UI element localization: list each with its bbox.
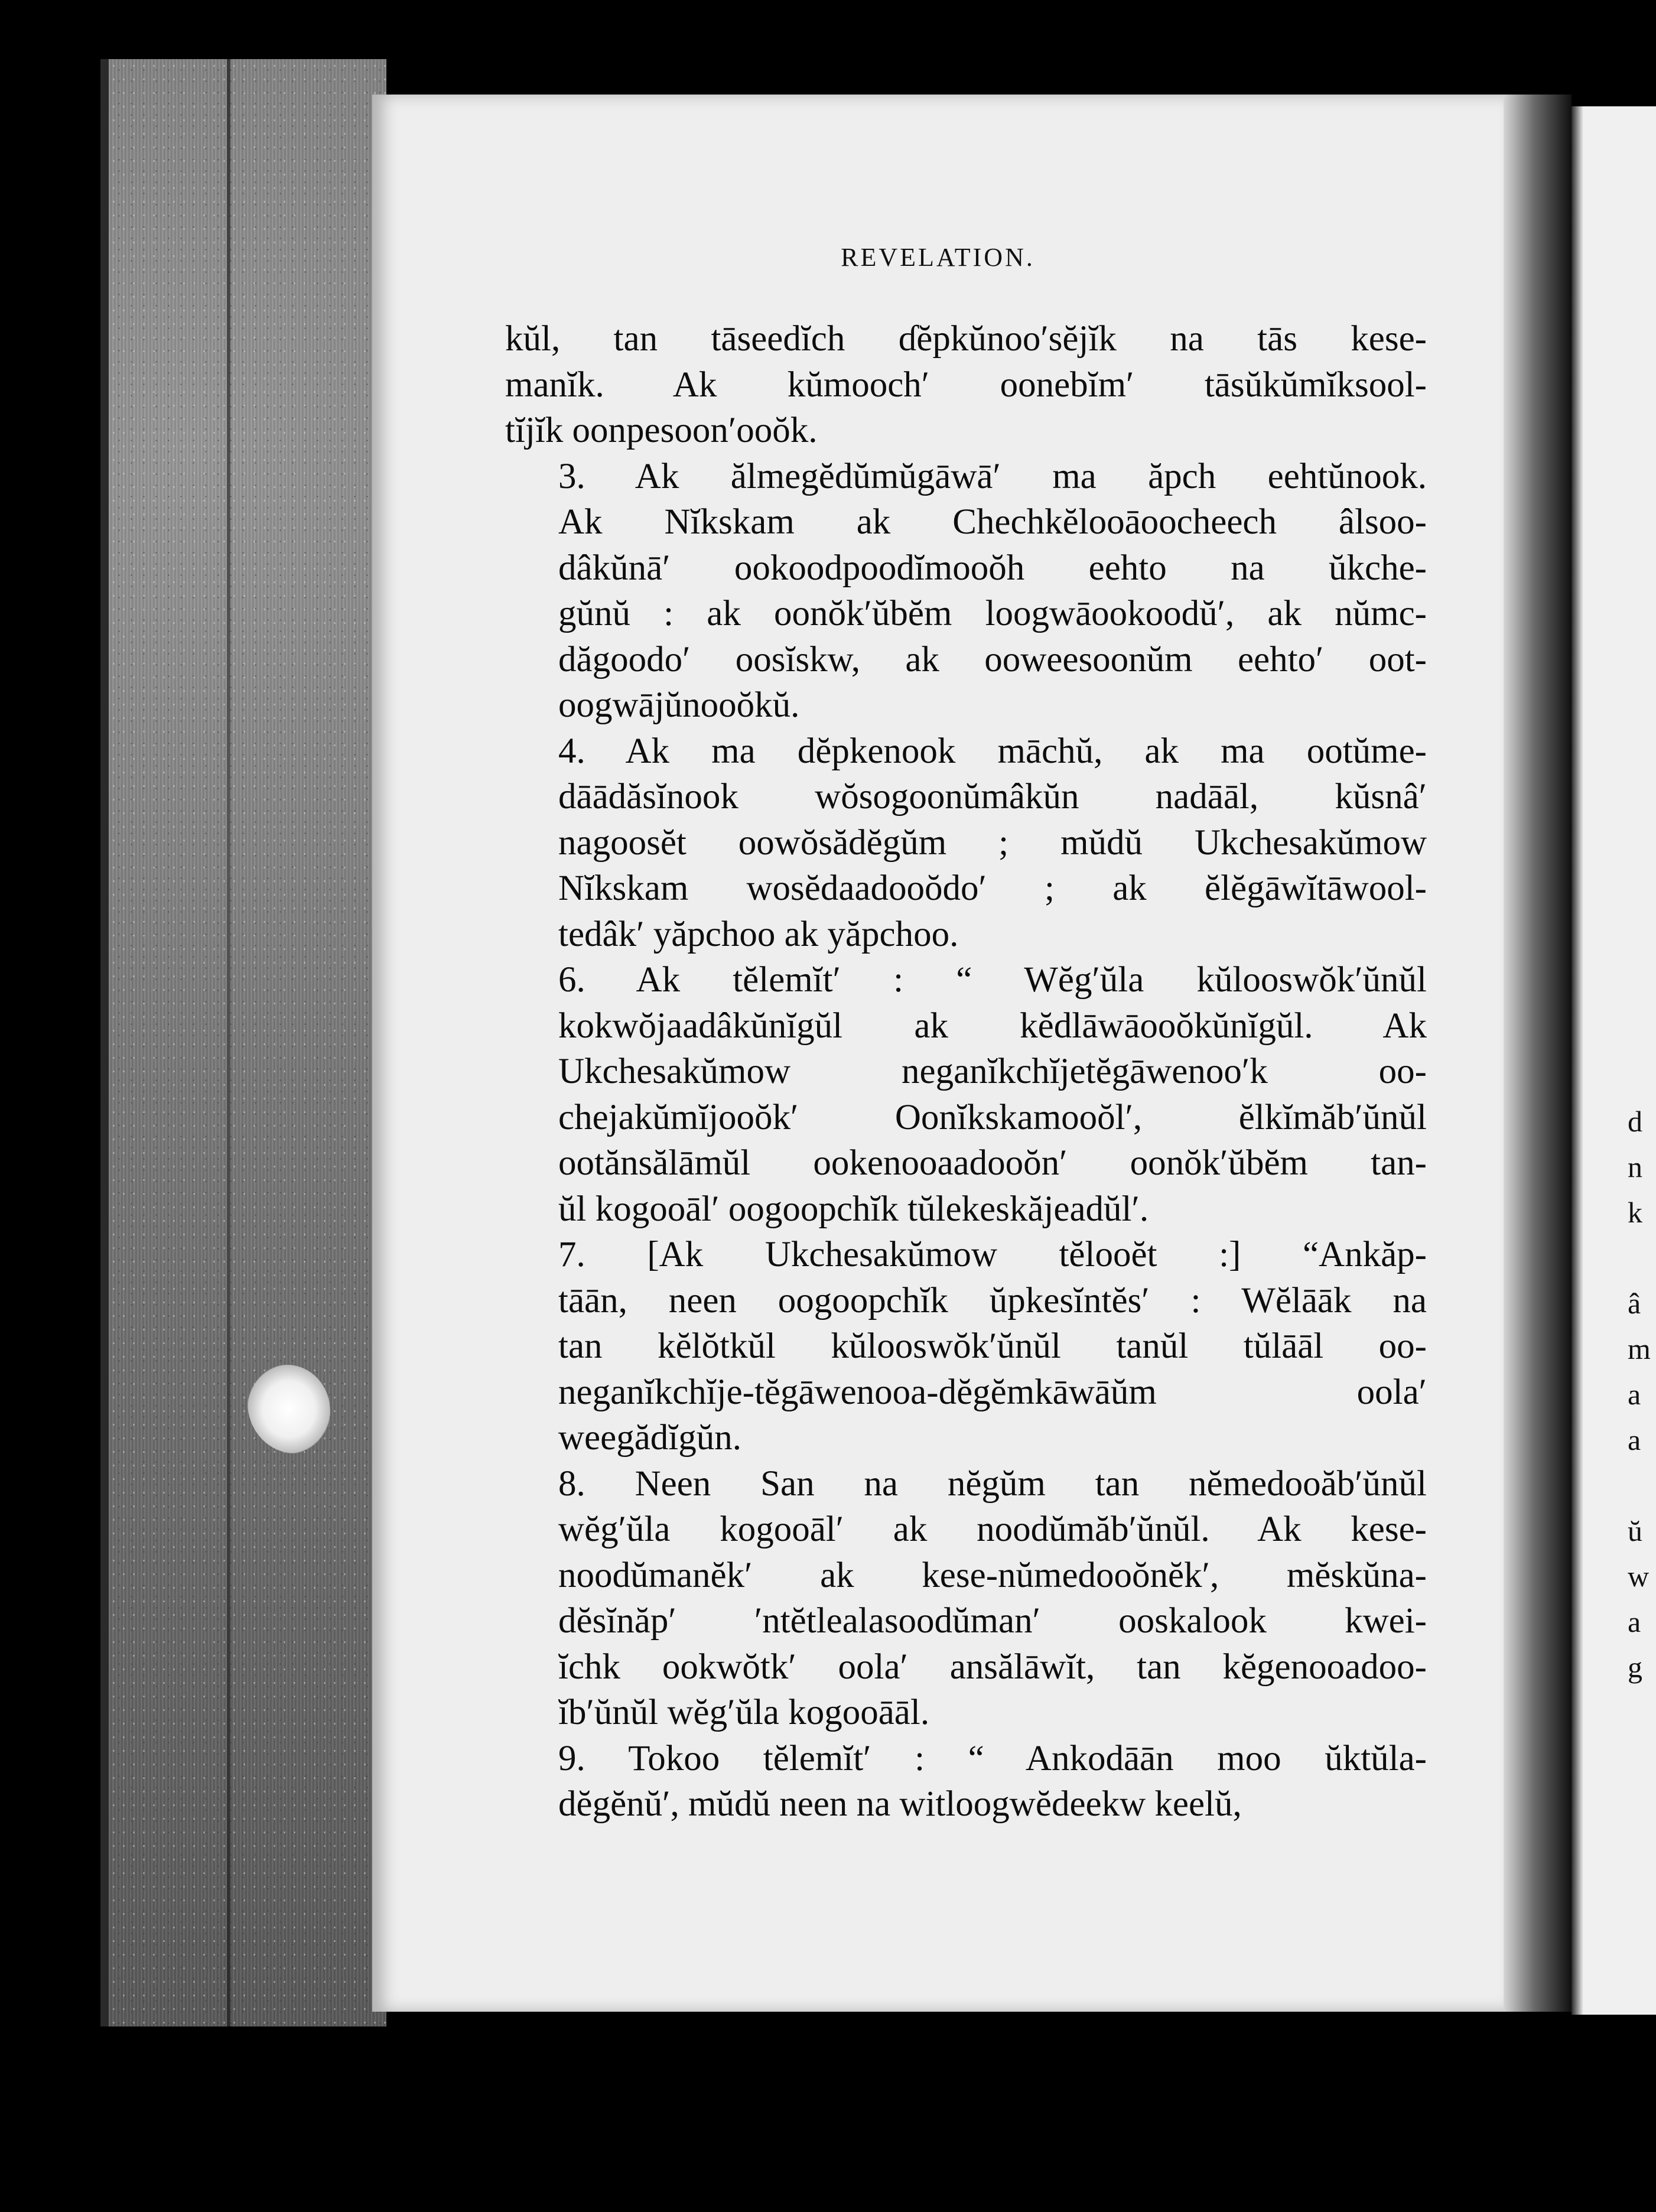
text-line: 6. Ak tĕlemĭt′ : “ Wĕg′ŭla kŭlooswŏk′ŭnŭl: [558, 960, 1427, 1000]
text-line: tedâk′ yăpchoo ak yăpchoo.: [558, 914, 959, 954]
text-line: 3. Ak ălmegĕdŭmŭgāwā′ ma ăpch eehtŭnook.: [558, 456, 1427, 496]
right-page-fragment: a: [1628, 1605, 1641, 1638]
right-page: [1572, 106, 1656, 2015]
right-page-fragment: w: [1628, 1560, 1650, 1593]
text-line: ootănsălāmŭl ookenooaadooŏn′ oonŏk′ŭbĕm tan-: [558, 1143, 1427, 1183]
text-line: noodŭmanĕk′ ak kese-nŭmedooŏnĕk′, mĕskŭna-: [558, 1555, 1427, 1595]
right-page-fragment: a: [1628, 1423, 1641, 1456]
right-page-fragment: d: [1628, 1105, 1642, 1138]
text-line: neganĭkchĭje-tĕgāwenooa-dĕgĕmkāwāŭm oola′: [558, 1372, 1427, 1412]
text-line: chejakŭmĭjooŏk′ Oonĭkskamooŏl′, ĕlkĭmăb′ŭnŭl: [558, 1097, 1427, 1137]
text-line: dāādăsĭnook wŏsogoonŭmâkŭn nadāāl, kŭsnâ′: [558, 777, 1427, 817]
text-line: manĭk. Ak kŭmooch′ oonebĭm′ tāsŭkŭmĭksool-: [505, 365, 1427, 405]
text-line: gŭnŭ : ak oonŏk′ŭbĕm loogwāookoodŭ′, ak nŭmc-: [558, 594, 1427, 633]
right-page-fragments: [1628, 1099, 1656, 1690]
verse-paragraph: [505, 1461, 1427, 1736]
text-line: 4. Ak ma dĕpkenook māchŭ, ak ma ootŭme-: [558, 731, 1427, 771]
verse-paragraph: [505, 1736, 1427, 1827]
right-page-fragment: [1628, 1235, 1656, 1281]
text-line: tĭjĭk oonpesoon′ooŏk.: [505, 411, 818, 450]
text-line: dâkŭnā′ ookoodpoodĭmooŏh eehto na ŭkche-: [558, 548, 1427, 588]
right-page-fragment: n: [1628, 1150, 1642, 1183]
verse-paragraph: [505, 1232, 1427, 1461]
text-line: ŭl kogooāl′ oogoopchĭk tŭlekeskăjeadŭl′.: [558, 1189, 1149, 1229]
text-line: Ak Nĭkskam ak Chechkĕlooāoocheech âlsoo-: [558, 502, 1427, 542]
text-line: Nĭkskam wosĕdaadooŏdo′ ; ak ĕlĕgāwĭtāwool-: [558, 868, 1427, 908]
right-page-fragment: â: [1628, 1287, 1641, 1320]
text-line: nagoosĕt oowŏsădĕgŭm ; mŭdŭ Ukchesakŭmow: [558, 822, 1427, 863]
running-head: REVELATION.: [841, 243, 1035, 272]
verse-paragraph: [505, 316, 1427, 454]
text-line: tan kĕlŏtkŭl kŭlooswŏk′ŭnŭl tanŭl tŭlāāl oo-: [558, 1326, 1427, 1366]
text-line: oogwājŭnooŏkŭ.: [558, 685, 800, 725]
text-line: kŭl, tan tāseedĭch ɗĕpkŭnoo′sĕjĭk na tās kese-: [505, 319, 1427, 359]
text-line: Ukchesakŭmow neganĭkchĭjetĕgāwenoo′k oo-: [558, 1052, 1427, 1091]
right-page-shadow: [1572, 106, 1583, 2015]
text-line: wĕg′ŭla kogooāl′ ak noodŭmăb′ŭnŭl. Ak kese-: [558, 1510, 1427, 1549]
book-page-edges: [100, 59, 386, 2026]
page-edge-fold: [227, 59, 230, 2026]
text-line: dĕgĕnŭ′, mŭdŭ neen na witloogwĕdeekw keelŭ,: [558, 1784, 1242, 1824]
verse-paragraph: [505, 728, 1427, 958]
right-page-fragment: a: [1628, 1378, 1641, 1411]
right-page-fragment: g: [1628, 1651, 1642, 1684]
right-page-fragment: k: [1628, 1196, 1642, 1229]
right-page-fragment: [1628, 1463, 1656, 1508]
text-line: weegădĭgŭn.: [558, 1418, 741, 1458]
text-line: tāān, neen oogoopchĭk ŭpkesĭntĕs′ : Wĕlāāk na: [558, 1280, 1427, 1320]
text-line: dĕsĭnăp′ ′ntĕtlealasoodŭman′ ooskalook kwei-: [558, 1601, 1427, 1641]
text-line: dăgoodo′ oosĭskw, ak ooweesoonŭm eehto′ oot-: [558, 639, 1427, 679]
right-page-fragment: m: [1628, 1332, 1651, 1365]
text-block: [505, 316, 1427, 1827]
text-line: kokwŏjaadâkŭnĭgŭl ak kĕdlāwāooŏkŭnĭgŭl. Ak: [558, 1006, 1427, 1046]
text-line: 7. [Ak Ukchesakŭmow tĕlooĕt :] “Ankăp-: [558, 1235, 1427, 1274]
page-edge-speckle: [109, 59, 386, 2026]
text-line: 9. Tokoo tĕlemĭt′ : “ Ankodāān moo ŭktŭla-: [558, 1738, 1427, 1778]
verse-paragraph: [505, 957, 1427, 1232]
right-page-fragment: ŭ: [1628, 1514, 1642, 1547]
verse-paragraph: [505, 454, 1427, 728]
text-line: 8. Neen San na nĕgŭm tan nĕmedooăb′ŭnŭl: [558, 1463, 1427, 1504]
text-line: ĭchk ookwŏtk′ oola′ ansălāwĭt, tan kĕgenooadoo-: [558, 1647, 1427, 1687]
book-gutter: [1504, 95, 1572, 2012]
text-line: ĭb′ŭnŭl wĕg′ŭla kogooāāl.: [558, 1693, 930, 1732]
